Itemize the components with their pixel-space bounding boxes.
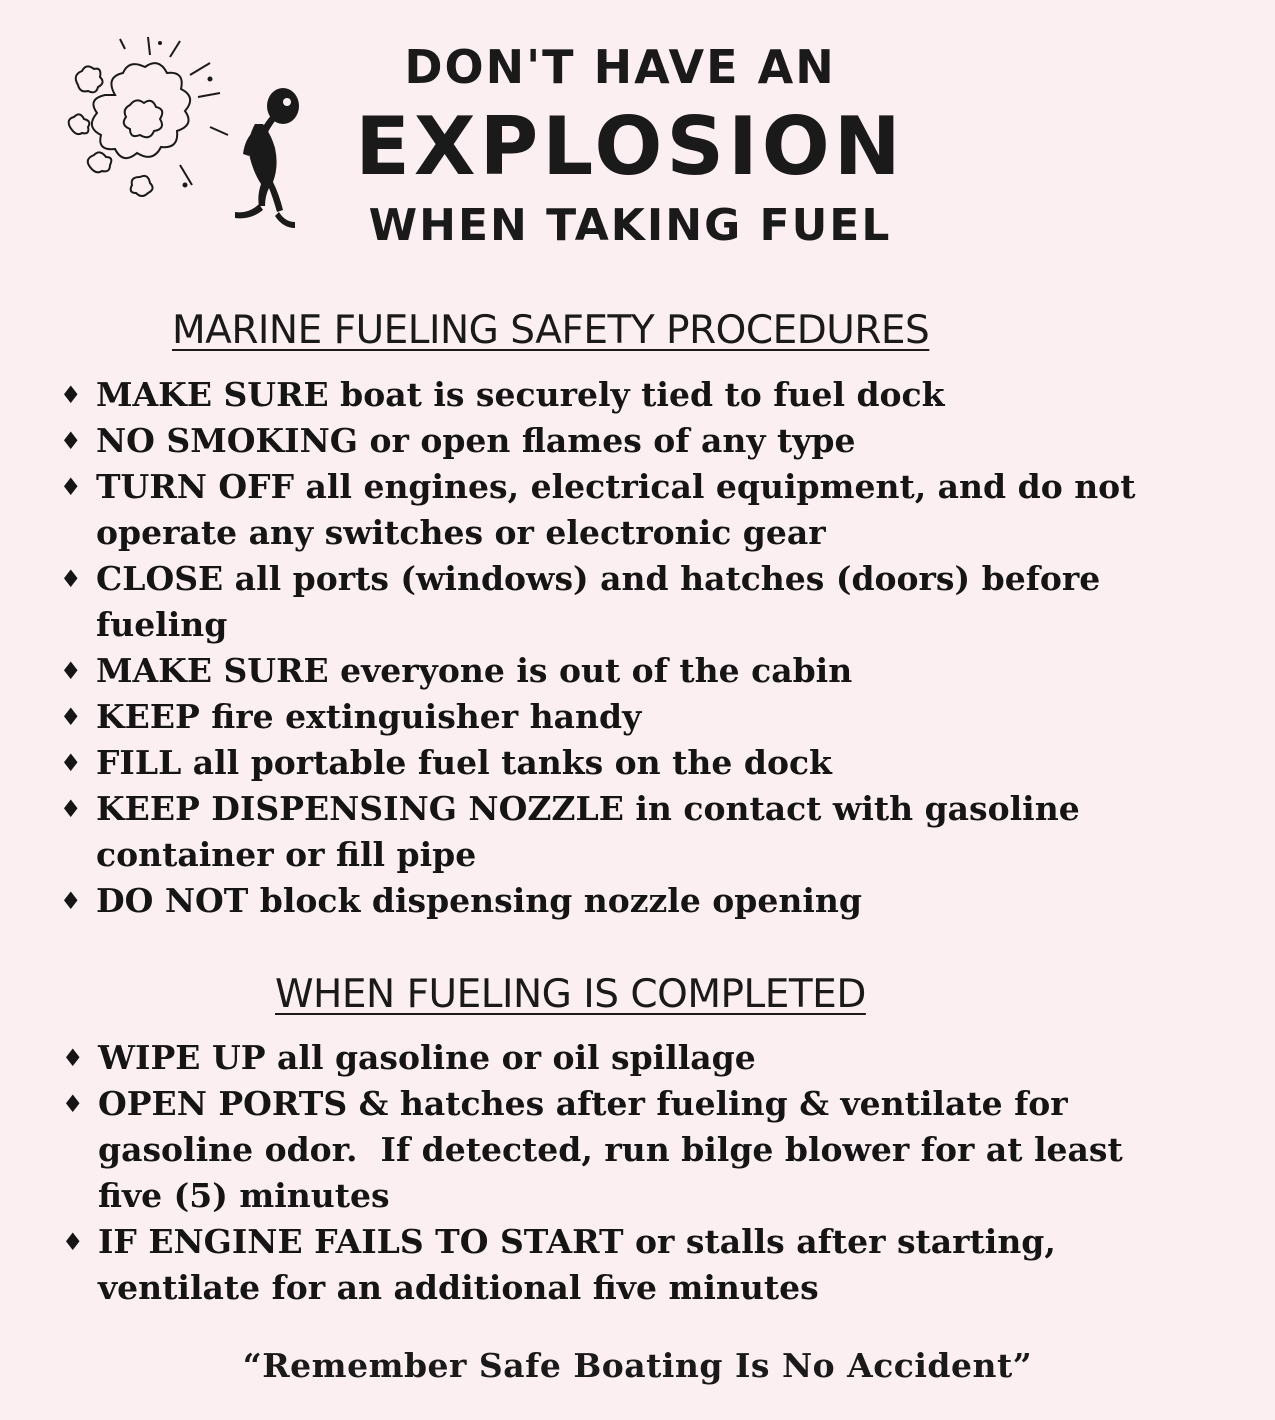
list-item-text: MAKE SURE boat is securely tied to fuel dock xyxy=(96,375,945,414)
list-item-text: KEEP DISPENSING NOZZLE in contact with gasoline container or fill pipe xyxy=(96,789,1080,874)
footer-slogan: “Remember Safe Boating Is No Accident” xyxy=(242,1346,1033,1385)
bullet-icon: ♦ xyxy=(60,702,82,731)
list-item-text: OPEN PORTS & hatches after fueling & ventilate for gasoline odor. If detected, run bilge blower for at least five (5) minutes xyxy=(98,1084,1123,1215)
list-item-text: IF ENGINE FAILS TO START or stalls after starting, ventilate for an additional five minutes xyxy=(98,1222,1056,1307)
list-item xyxy=(62,1219,1242,1311)
bullet-icon: ♦ xyxy=(60,748,82,777)
bullet-icon: ♦ xyxy=(62,1043,84,1072)
list-item xyxy=(60,786,1240,878)
bullet-icon: ♦ xyxy=(60,472,82,501)
bullet-icon: ♦ xyxy=(60,380,82,409)
list-item-text: MAKE SURE everyone is out of the cabin xyxy=(96,651,853,690)
list-item-text: KEEP fire extinguisher handy xyxy=(96,697,642,736)
list-item xyxy=(62,1081,1242,1219)
completion-list xyxy=(62,1035,1242,1311)
list-item xyxy=(60,878,1240,924)
bullet-icon: ♦ xyxy=(62,1089,84,1118)
headline-main: EXPLOSION xyxy=(355,100,905,193)
bullet-icon: ♦ xyxy=(62,1227,84,1256)
bullet-icon: ♦ xyxy=(60,564,82,593)
bullet-icon: ♦ xyxy=(60,794,82,823)
list-item xyxy=(60,648,1240,694)
list-item-text: CLOSE all ports (windows) and hatches (doors) before fueling xyxy=(96,559,1101,644)
bullet-icon: ♦ xyxy=(60,656,82,685)
list-item xyxy=(60,740,1240,786)
bullet-icon: ♦ xyxy=(60,426,82,455)
list-item-text: TURN OFF all engines, electrical equipment, and do not operate any switches or electronic gear xyxy=(96,467,1136,552)
list-item-text: NO SMOKING or open flames of any type xyxy=(96,421,856,460)
list-item xyxy=(60,694,1240,740)
bullet-icon: ♦ xyxy=(60,886,82,915)
list-item xyxy=(60,464,1240,556)
explosion-cloud-icon xyxy=(60,35,240,210)
list-item xyxy=(60,556,1240,648)
procedures-list xyxy=(60,372,1240,924)
headline-line-1: DON'T HAVE AN xyxy=(404,40,836,94)
list-item xyxy=(60,372,1240,418)
list-item-text: WIPE UP all gasoline or oil spillage xyxy=(98,1038,756,1077)
section-heading-completed: WHEN FUELING IS COMPLETED xyxy=(275,972,866,1017)
headline-line-3: WHEN TAKING FUEL xyxy=(368,200,892,251)
list-item xyxy=(60,418,1240,464)
list-item-text: DO NOT block dispensing nozzle opening xyxy=(96,881,862,920)
section-heading-procedures: MARINE FUELING SAFETY PROCEDURES xyxy=(172,308,930,353)
list-item xyxy=(62,1035,1242,1081)
list-item-text: FILL all portable fuel tanks on the dock xyxy=(96,743,832,782)
